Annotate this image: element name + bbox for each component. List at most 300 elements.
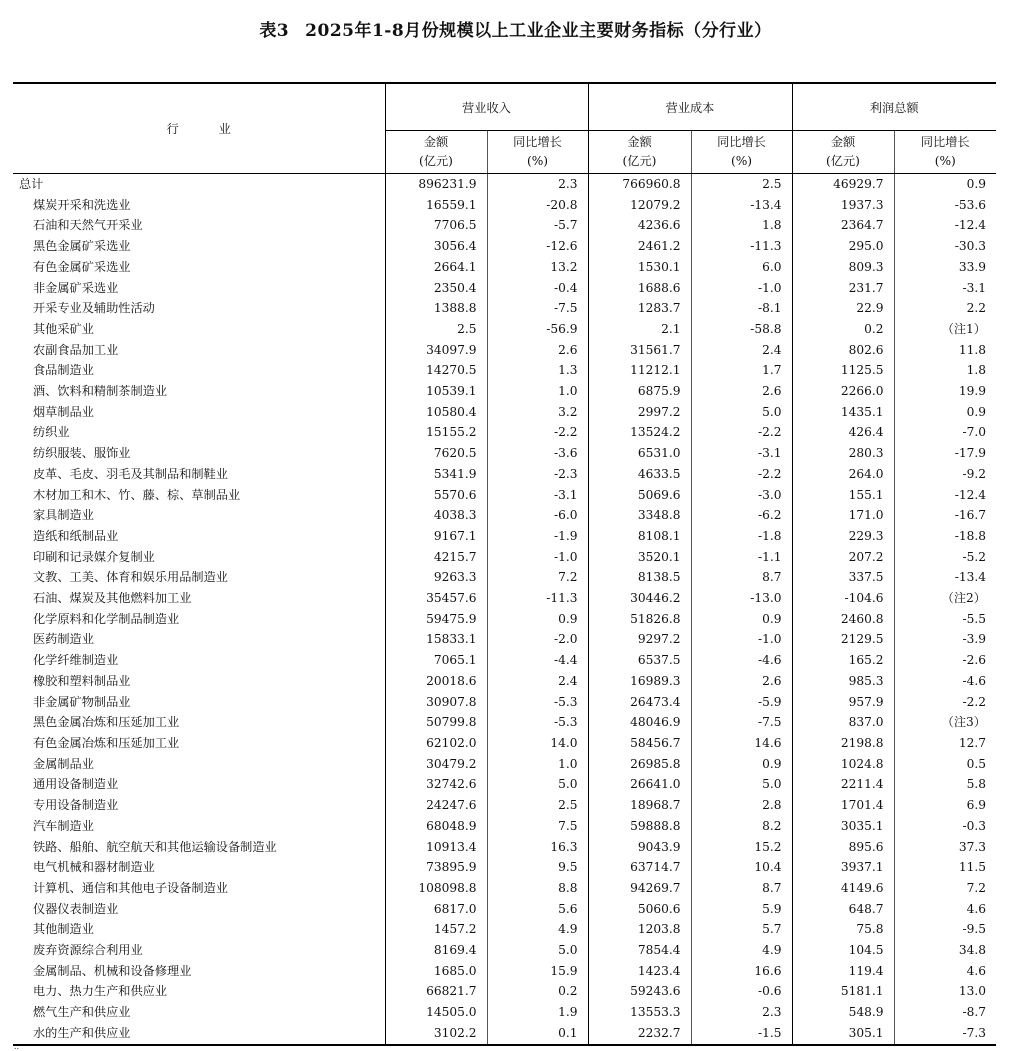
cost-growth-cell: 2.3 — [691, 1002, 792, 1023]
revenue-growth-cell: -0.4 — [487, 278, 588, 299]
table-row — [13, 609, 996, 630]
cost-growth-cell: 5.7 — [691, 919, 792, 940]
table-row — [13, 857, 996, 878]
industry-name-cell: 燃气生产和供应业 — [33, 1005, 131, 1020]
cost-growth-cell: 8.7 — [691, 567, 792, 588]
cost-amount-cell: 3348.8 — [588, 505, 691, 526]
profit-amount-cell: 229.3 — [792, 526, 894, 547]
profit-amount-cell: 895.6 — [792, 837, 894, 858]
cost-growth-cell: -8.1 — [691, 298, 792, 319]
revenue-growth-cell: -2.2 — [487, 422, 588, 443]
cost-amount-cell: 1203.8 — [588, 919, 691, 940]
profit-amount-cell: 1701.4 — [792, 795, 894, 816]
revenue-amount-cell: 1685.0 — [385, 961, 487, 982]
profit-growth-cell: 33.9 — [894, 257, 996, 278]
profit-amount-cell: 337.5 — [792, 567, 894, 588]
revenue-growth-cell: 2.6 — [487, 340, 588, 361]
revenue-growth-cell: 5.0 — [487, 940, 588, 961]
profit-growth-cell: -9.2 — [894, 464, 996, 485]
profit-amount-cell: 2364.7 — [792, 215, 894, 236]
profit-growth-cell: -2.6 — [894, 650, 996, 671]
profit-amount-cell: 957.9 — [792, 692, 894, 713]
revenue-growth-cell: -11.3 — [487, 588, 588, 609]
cost-amount-cell: 1423.4 — [588, 961, 691, 982]
cost-amount-cell: 8108.1 — [588, 526, 691, 547]
table-title — [0, 16, 1031, 41]
revenue-amount-cell: 32742.6 — [385, 774, 487, 795]
table-row — [13, 298, 996, 319]
profit-amount-cell: 46929.7 — [792, 174, 894, 195]
cost-growth-cell: -13.4 — [691, 195, 792, 216]
cost-growth-cell: -1.0 — [691, 629, 792, 650]
profit-growth-cell: 4.6 — [894, 961, 996, 982]
revenue-growth-cell: -2.0 — [487, 629, 588, 650]
industry-name-cell: 通用设备制造业 — [33, 777, 119, 792]
table-title-text: 2025年1-8月份规模以上工业企业主要财务指标（分行业） — [305, 21, 772, 41]
cost-growth-cell: -7.5 — [691, 712, 792, 733]
revenue-growth-cell: -4.4 — [487, 650, 588, 671]
cost-amount-cell: 9297.2 — [588, 629, 691, 650]
revenue-amount-cell: 73895.9 — [385, 857, 487, 878]
cost-growth-cell: -3.1 — [691, 443, 792, 464]
industry-name-cell: 皮革、毛皮、羽毛及其制品和制鞋业 — [33, 466, 228, 481]
industry-name-cell: 仪器仪表制造业 — [33, 901, 119, 916]
cost-growth-cell: -13.0 — [691, 588, 792, 609]
table-row — [13, 505, 996, 526]
cost-growth-cell: -2.2 — [691, 422, 792, 443]
cost-amount-cell: 1530.1 — [588, 257, 691, 278]
revenue-amount-cell: 59475.9 — [385, 609, 487, 630]
profit-amount-cell: 802.6 — [792, 340, 894, 361]
revenue-amount-cell: 108098.8 — [385, 878, 487, 899]
table-row — [13, 899, 996, 920]
profit-amount-cell: 548.9 — [792, 1002, 894, 1023]
profit-growth-cell: 11.5 — [894, 857, 996, 878]
revenue-amount-cell: 3102.2 — [385, 1023, 487, 1045]
revenue-growth-cell: -5.3 — [487, 692, 588, 713]
revenue-amount-cell: 24247.6 — [385, 795, 487, 816]
profit-amount-cell: 4149.6 — [792, 878, 894, 899]
profit-amount-cell: 837.0 — [792, 712, 894, 733]
cost-growth-cell: -3.0 — [691, 485, 792, 506]
revenue-growth-cell: 4.9 — [487, 919, 588, 940]
cost-growth-cell: 0.9 — [691, 754, 792, 775]
industry-name-cell: 纺织业 — [33, 425, 70, 440]
profit-amount-cell: -104.6 — [792, 588, 894, 609]
table-row — [13, 485, 996, 506]
cost-amount-cell: 94269.7 — [588, 878, 691, 899]
cost-growth-cell: 2.5 — [691, 174, 792, 195]
cost-amount-cell: 59888.8 — [588, 816, 691, 837]
cost-amount-cell: 6537.5 — [588, 650, 691, 671]
cost-amount-header: 金额 (亿元) — [588, 131, 691, 174]
revenue-growth-cell: 2.3 — [487, 174, 588, 195]
revenue-growth-cell: -3.1 — [487, 485, 588, 506]
profit-growth-cell: -12.4 — [894, 485, 996, 506]
table-row — [13, 215, 996, 236]
profit-amount-cell: 426.4 — [792, 422, 894, 443]
profit-amount-cell: 231.7 — [792, 278, 894, 299]
profit-amount-cell: 5181.1 — [792, 981, 894, 1002]
profit-growth-cell: （注1） — [894, 319, 996, 340]
revenue-amount-cell: 35457.6 — [385, 588, 487, 609]
revenue-amount-cell: 50799.8 — [385, 712, 487, 733]
revenue-amount-cell: 7620.5 — [385, 443, 487, 464]
revenue-growth-cell: 8.8 — [487, 878, 588, 899]
table-row — [13, 567, 996, 588]
cost-growth-cell: -5.9 — [691, 692, 792, 713]
table-row — [13, 795, 996, 816]
profit-growth-cell: -7.3 — [894, 1023, 996, 1045]
industry-name-cell: 印刷和记录媒介复制业 — [33, 549, 155, 564]
table-row — [13, 961, 996, 982]
cost-growth-cell: 4.9 — [691, 940, 792, 961]
revenue-amount-cell: 30479.2 — [385, 754, 487, 775]
table-row — [13, 981, 996, 1002]
revenue-growth-cell: 9.5 — [487, 857, 588, 878]
profit-header: 利润总额 — [792, 83, 996, 131]
revenue-growth-cell: 14.0 — [487, 733, 588, 754]
cost-amount-cell: 13553.3 — [588, 1002, 691, 1023]
cost-amount-cell: 9043.9 — [588, 837, 691, 858]
profit-amount-header: 金额 (亿元) — [792, 131, 894, 174]
industry-name-cell: 汽车制造业 — [33, 818, 94, 833]
profit-amount-cell: 104.5 — [792, 940, 894, 961]
revenue-amount-cell: 2664.1 — [385, 257, 487, 278]
cost-amount-cell: 51826.8 — [588, 609, 691, 630]
cost-amount-cell: 63714.7 — [588, 857, 691, 878]
table-row — [13, 837, 996, 858]
cost-amount-cell: 6875.9 — [588, 381, 691, 402]
industry-name-cell: 文教、工美、体育和娱乐用品制造业 — [33, 570, 228, 585]
revenue-growth-cell: -1.9 — [487, 526, 588, 547]
cost-amount-cell: 18968.7 — [588, 795, 691, 816]
cost-amount-cell: 5069.6 — [588, 485, 691, 506]
profit-growth-cell: 19.9 — [894, 381, 996, 402]
profit-growth-cell: 37.3 — [894, 837, 996, 858]
table-row — [13, 526, 996, 547]
cost-amount-cell: 4633.5 — [588, 464, 691, 485]
revenue-amount-cell: 68048.9 — [385, 816, 487, 837]
table-row — [13, 547, 996, 568]
revenue-amount-cell: 3056.4 — [385, 236, 487, 257]
table-row — [13, 319, 996, 340]
table-row — [13, 671, 996, 692]
revenue-amount-cell: 1388.8 — [385, 298, 487, 319]
table-row — [13, 878, 996, 899]
industry-name-cell: 有色金属矿采选业 — [33, 259, 131, 274]
table-row — [13, 278, 996, 299]
cost-amount-cell: 59243.6 — [588, 981, 691, 1002]
industry-name-cell: 废弃资源综合利用业 — [33, 943, 143, 958]
profit-amount-cell: 207.2 — [792, 547, 894, 568]
profit-amount-cell: 1024.8 — [792, 754, 894, 775]
revenue-amount-cell: 10580.4 — [385, 402, 487, 423]
profit-growth-cell: 7.2 — [894, 878, 996, 899]
cost-amount-cell: 26473.4 — [588, 692, 691, 713]
revenue-growth-cell: -6.0 — [487, 505, 588, 526]
table-row — [13, 940, 996, 961]
profit-growth-cell: 11.8 — [894, 340, 996, 361]
revenue-growth-cell: -12.6 — [487, 236, 588, 257]
industry-name-cell: 石油、煤炭及其他燃料加工业 — [33, 591, 192, 606]
profit-amount-cell: 119.4 — [792, 961, 894, 982]
revenue-amount-cell: 15833.1 — [385, 629, 487, 650]
cost-amount-cell: 3520.1 — [588, 547, 691, 568]
revenue-growth-cell: 3.2 — [487, 402, 588, 423]
revenue-growth-cell: -5.3 — [487, 712, 588, 733]
revenue-growth-cell: -5.7 — [487, 215, 588, 236]
revenue-amount-cell: 2350.4 — [385, 278, 487, 299]
revenue-growth-cell: -56.9 — [487, 319, 588, 340]
table-row — [13, 340, 996, 361]
cost-amount-cell: 26641.0 — [588, 774, 691, 795]
table-row — [13, 650, 996, 671]
profit-growth-cell: -8.7 — [894, 1002, 996, 1023]
cost-growth-cell: -2.2 — [691, 464, 792, 485]
revenue-amount-cell: 8169.4 — [385, 940, 487, 961]
cost-growth-cell: 2.8 — [691, 795, 792, 816]
cost-amount-cell: 7854.4 — [588, 940, 691, 961]
profit-growth-cell: -16.7 — [894, 505, 996, 526]
industry-name-cell: 电气机械和器材制造业 — [33, 860, 155, 875]
cost-amount-cell: 6531.0 — [588, 443, 691, 464]
profit-amount-cell: 1435.1 — [792, 402, 894, 423]
cost-growth-cell: -11.3 — [691, 236, 792, 257]
profit-growth-cell: 0.9 — [894, 402, 996, 423]
cost-growth-cell: 1.8 — [691, 215, 792, 236]
industry-name-cell: 食品制造业 — [33, 363, 94, 378]
cost-growth-cell: 5.9 — [691, 899, 792, 920]
table-row — [13, 629, 996, 650]
cost-amount-cell: 5060.6 — [588, 899, 691, 920]
profit-growth-cell: -2.2 — [894, 692, 996, 713]
table-row — [13, 1002, 996, 1023]
cost-header: 营业成本 — [588, 83, 792, 131]
cost-growth-cell: -58.8 — [691, 319, 792, 340]
cost-amount-cell: 30446.2 — [588, 588, 691, 609]
revenue-growth-cell: -7.5 — [487, 298, 588, 319]
revenue-growth-cell: 7.2 — [487, 567, 588, 588]
cost-growth-cell: 2.6 — [691, 671, 792, 692]
profit-amount-cell: 0.2 — [792, 319, 894, 340]
profit-amount-cell: 264.0 — [792, 464, 894, 485]
table-row — [13, 588, 996, 609]
profit-growth-cell: 1.8 — [894, 360, 996, 381]
revenue-amount-cell: 16559.1 — [385, 195, 487, 216]
industry-name-cell: 金属制品业 — [33, 756, 94, 771]
cost-growth-cell: 16.6 — [691, 961, 792, 982]
industry-name-cell: 木材加工和木、竹、藤、棕、草制品业 — [33, 487, 241, 502]
profit-growth-cell: 4.6 — [894, 899, 996, 920]
revenue-amount-cell: 14505.0 — [385, 1002, 487, 1023]
revenue-amount-cell: 9167.1 — [385, 526, 487, 547]
profit-growth-cell: -53.6 — [894, 195, 996, 216]
revenue-growth-cell: -2.3 — [487, 464, 588, 485]
revenue-growth-cell: 2.4 — [487, 671, 588, 692]
profit-amount-cell: 2266.0 — [792, 381, 894, 402]
revenue-amount-cell: 9263.3 — [385, 567, 487, 588]
profit-amount-cell: 295.0 — [792, 236, 894, 257]
profit-amount-cell: 171.0 — [792, 505, 894, 526]
table-row — [13, 257, 996, 278]
cost-growth-cell: 5.0 — [691, 774, 792, 795]
cost-growth-cell: 2.4 — [691, 340, 792, 361]
profit-amount-cell: 985.3 — [792, 671, 894, 692]
cost-amount-cell: 2232.7 — [588, 1023, 691, 1045]
cost-amount-cell: 26985.8 — [588, 754, 691, 775]
profit-amount-cell: 3937.1 — [792, 857, 894, 878]
cost-amount-cell: 1283.7 — [588, 298, 691, 319]
revenue-amount-cell: 34097.9 — [385, 340, 487, 361]
cost-growth-cell: 5.0 — [691, 402, 792, 423]
cost-growth-header: 同比增长 (%) — [691, 131, 792, 174]
revenue-amount-cell: 66821.7 — [385, 981, 487, 1002]
table-row — [13, 381, 996, 402]
revenue-amount-cell: 5570.6 — [385, 485, 487, 506]
revenue-amount-cell: 20018.6 — [385, 671, 487, 692]
profit-growth-cell: -0.3 — [894, 816, 996, 837]
revenue-growth-cell: 7.5 — [487, 816, 588, 837]
cost-amount-cell: 2.1 — [588, 319, 691, 340]
revenue-amount-cell: 15155.2 — [385, 422, 487, 443]
revenue-growth-cell: -3.6 — [487, 443, 588, 464]
cost-growth-cell: -1.5 — [691, 1023, 792, 1045]
cost-growth-cell: -1.0 — [691, 278, 792, 299]
industry-name-cell: 水的生产和供应业 — [13, 1023, 385, 1045]
revenue-growth-cell: -1.0 — [487, 547, 588, 568]
revenue-header: 营业收入 — [385, 83, 588, 131]
revenue-growth-cell: 2.5 — [487, 795, 588, 816]
cost-growth-cell: 8.2 — [691, 816, 792, 837]
revenue-growth-cell: 5.0 — [487, 774, 588, 795]
table-row — [13, 1023, 996, 1045]
cost-growth-cell: 14.6 — [691, 733, 792, 754]
profit-amount-cell: 22.9 — [792, 298, 894, 319]
revenue-amount-cell: 14270.5 — [385, 360, 487, 381]
cost-growth-cell: 10.4 — [691, 857, 792, 878]
industry-name-cell: 铁路、船舶、航空航天和其他运输设备制造业 — [33, 839, 277, 854]
cost-growth-cell: 8.7 — [691, 878, 792, 899]
cost-amount-cell: 1688.6 — [588, 278, 691, 299]
profit-amount-cell: 3035.1 — [792, 816, 894, 837]
table-row — [13, 774, 996, 795]
profit-amount-cell: 648.7 — [792, 899, 894, 920]
industry-name-cell: 造纸和纸制品业 — [33, 528, 119, 543]
industry-name-cell: 医药制造业 — [33, 632, 94, 647]
industry-name-cell: 纺织服装、服饰业 — [33, 446, 131, 461]
cost-amount-cell: 13524.2 — [588, 422, 691, 443]
total-row — [13, 174, 996, 195]
cost-growth-cell: -0.6 — [691, 981, 792, 1002]
industry-name-cell: 总计 — [19, 177, 44, 191]
industry-header: 行 业 — [13, 83, 385, 174]
profit-amount-cell: 155.1 — [792, 485, 894, 506]
revenue-growth-header: 同比增长 (%) — [487, 131, 588, 174]
table-row — [13, 816, 996, 837]
revenue-growth-cell: 1.3 — [487, 360, 588, 381]
revenue-growth-cell: 13.2 — [487, 257, 588, 278]
profit-growth-cell: 34.8 — [894, 940, 996, 961]
table-row — [13, 195, 996, 216]
industry-name-cell: 化学原料和化学制品制造业 — [33, 611, 180, 626]
cost-amount-cell: 31561.7 — [588, 340, 691, 361]
cost-amount-cell: 12079.2 — [588, 195, 691, 216]
table-row — [13, 754, 996, 775]
cost-growth-cell: 2.6 — [691, 381, 792, 402]
industry-name-cell: 石油和天然气开采业 — [33, 218, 143, 233]
industry-name-cell: 电力、热力生产和供应业 — [33, 984, 168, 999]
industry-name-cell: 橡胶和塑料制品业 — [33, 673, 131, 688]
revenue-growth-cell: 1.0 — [487, 381, 588, 402]
cost-growth-cell: -1.8 — [691, 526, 792, 547]
profit-amount-cell: 75.8 — [792, 919, 894, 940]
industry-name-cell: 有色金属冶炼和压延加工业 — [33, 735, 180, 750]
profit-amount-cell: 305.1 — [792, 1023, 894, 1045]
cost-growth-cell: -1.1 — [691, 547, 792, 568]
profit-growth-cell: 13.0 — [894, 981, 996, 1002]
cost-amount-cell: 2997.2 — [588, 402, 691, 423]
cost-amount-cell: 48046.9 — [588, 712, 691, 733]
revenue-amount-header: 金额 (亿元) — [385, 131, 487, 174]
industry-name-cell: 金属制品、机械和设备修理业 — [33, 963, 192, 978]
table-row — [13, 422, 996, 443]
profit-growth-cell: -5.5 — [894, 609, 996, 630]
profit-growth-cell: 0.9 — [894, 174, 996, 195]
table-row — [13, 733, 996, 754]
revenue-growth-cell: 15.9 — [487, 961, 588, 982]
profit-growth-cell: （注3） — [894, 712, 996, 733]
footnote-mark: .. — [14, 1042, 20, 1051]
table-row — [13, 712, 996, 733]
industry-name-cell: 其他制造业 — [33, 922, 94, 937]
industry-name-cell: 酒、饮料和精制茶制造业 — [33, 384, 168, 399]
table-row — [13, 236, 996, 257]
profit-amount-cell: 2211.4 — [792, 774, 894, 795]
industry-name-cell: 开采专业及辅助性活动 — [33, 301, 155, 316]
table-row — [13, 464, 996, 485]
revenue-growth-cell: 16.3 — [487, 837, 588, 858]
profit-growth-header: 同比增长 (%) — [894, 131, 996, 174]
revenue-amount-cell: 30907.8 — [385, 692, 487, 713]
industry-name-cell: 化学纤维制造业 — [33, 653, 119, 668]
profit-growth-cell: 0.5 — [894, 754, 996, 775]
profit-growth-cell: 6.9 — [894, 795, 996, 816]
profit-growth-cell: -5.2 — [894, 547, 996, 568]
profit-growth-cell: 2.2 — [894, 298, 996, 319]
table-body — [13, 174, 996, 1045]
profit-amount-cell: 1125.5 — [792, 360, 894, 381]
profit-growth-cell: -30.3 — [894, 236, 996, 257]
revenue-amount-cell: 5341.9 — [385, 464, 487, 485]
cost-amount-cell: 58456.7 — [588, 733, 691, 754]
revenue-amount-cell: 10913.4 — [385, 837, 487, 858]
revenue-amount-cell: 7706.5 — [385, 215, 487, 236]
industry-name-cell: 煤炭开采和洗选业 — [33, 197, 131, 212]
industry-name-cell: 非金属矿采选业 — [33, 280, 119, 295]
profit-growth-cell: -17.9 — [894, 443, 996, 464]
profit-growth-cell: -18.8 — [894, 526, 996, 547]
profit-growth-cell: -3.1 — [894, 278, 996, 299]
profit-growth-cell: -7.0 — [894, 422, 996, 443]
cost-growth-cell: 0.9 — [691, 609, 792, 630]
cost-amount-cell: 2461.2 — [588, 236, 691, 257]
profit-amount-cell: 2198.8 — [792, 733, 894, 754]
industry-name-cell: 黑色金属冶炼和压延加工业 — [33, 715, 180, 730]
revenue-amount-cell: 896231.9 — [385, 174, 487, 195]
revenue-growth-cell: 0.2 — [487, 981, 588, 1002]
profit-growth-cell: （注2） — [894, 588, 996, 609]
